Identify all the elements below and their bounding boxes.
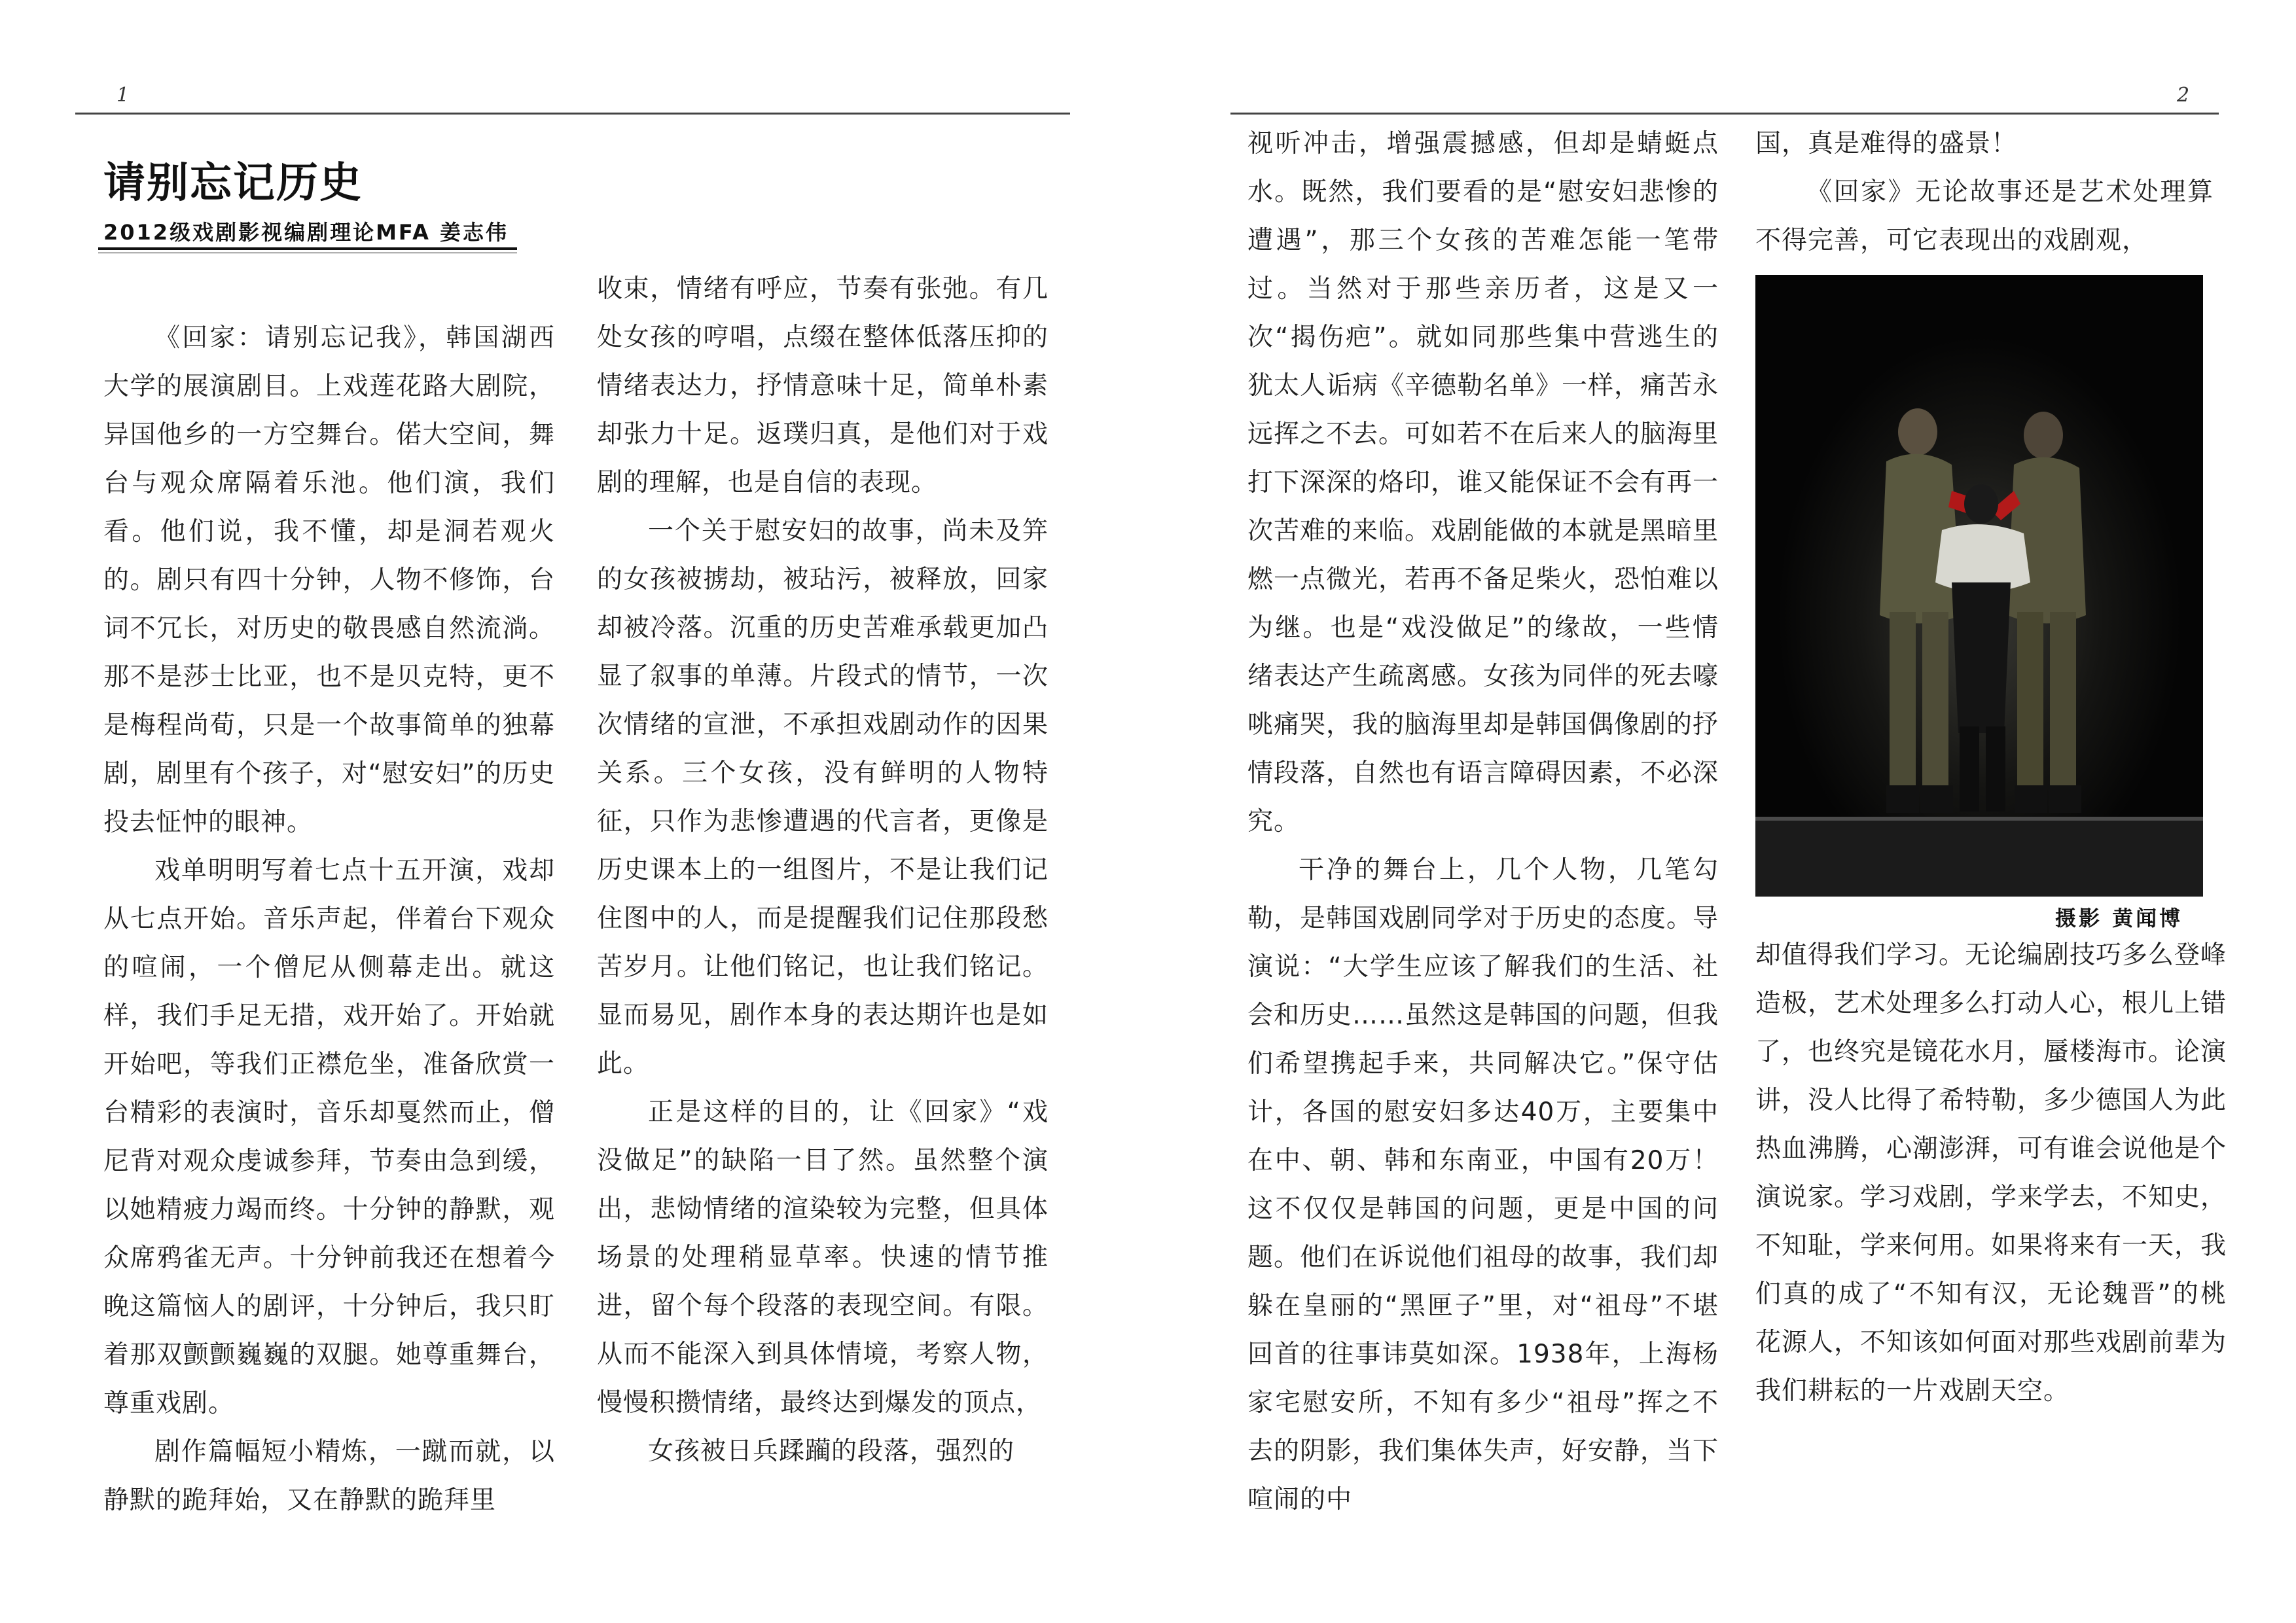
- paragraph: 剧作篇幅短小精炼，一蹴而就，以静默的跪拜始，又在静默的跪拜里: [103, 1437, 555, 1515]
- text-column-2: [597, 265, 1049, 1538]
- title-rule: [98, 247, 517, 250]
- article-title: 请别忘记历史: [103, 159, 363, 207]
- paragraph: 视听冲击，增强震撼感，但却是蜻蜓点水。既然，我们要看的是“慰安妇悲惨的遭遇”，那三个女孩的苦难怎能一笔带过。当然对于那些亲历者，这是又一次“揭伤疤”。就如同那些集中营逃生的犹太人诟病《辛德勒名单》一样，痛苦永远挥之不去。可如若不在后来人的脑海里打下深深的烙印，谁又能保证不会有再一次苦难的来临。戏剧能做的本就是黑暗里燃一点微光，若再不备足柴火，恐怕难以为继。也是“戏没做足”的缘故，一些情绪表达产生疏离感。女孩为同伴的死去嚎咷痛哭，我的脑海里却是韩国偶像剧的抒情段落，自然也有语言障碍因素，不必深究。: [1247, 129, 1719, 836]
- paragraph: 收束，情绪有呼应，节奏有张弛。有几处女孩的哼唱，点缀在整体低落压抑的情绪表达力，抒情意味十足，简单朴素却张力十足。返璞归真，是他们对于戏剧的理解，也是自信的表现。: [597, 274, 1049, 497]
- stage-photo: [1755, 275, 2203, 897]
- text-column-4-bottom: [1755, 931, 2227, 1520]
- paragraph: 国，真是难得的盛景！: [1755, 129, 2018, 158]
- paragraph: 女孩被日兵蹂躏的段落，强烈的: [648, 1436, 1015, 1466]
- paragraph: 《回家：请别忘记我》，韩国湖西大学的展演剧目。上戏莲花路大剧院，异国他乡的一方空舞台。偌大空间，舞台与观众席隔着乐池。他们演，我们看。他们说，我不懂，却是洞若观火的。剧只有四十分钟，人物不修饰，台词不冗长，对历史的敬畏感自然流淌。那不是莎士比亚，也不是贝克特，更不是梅程尚荀，只是一个故事简单的独幕剧，剧里有个孩子，对“慰安妇”的历史投去怔忡的眼神。: [103, 323, 555, 837]
- paragraph: 正是这样的目的，让《回家》“戏没做足”的缺陷一目了然。虽然整个演出，悲恸情绪的渲染较为完整，但具体场景的处理稍显草率。快速的情节推进，留个每个段落的表现空间。有限。从而不能深入到具体情境，考察人物，慢慢积攒情绪，最终达到爆发的顶点，: [597, 1097, 1049, 1418]
- stage-photo-icon: [1755, 275, 2203, 897]
- page-number-left: 1: [117, 84, 130, 107]
- page-number-right: 2: [2177, 84, 2190, 107]
- paragraph: 戏单明明写着七点十五开演，戏却从七点开始。音乐声起，伴着台下观众的喧闹，一个僧尼从侧幕走出。就这样，我们手足无措，戏开始了。开始就开始吧，等我们正襟危坐，准备欣赏一台精彩的表演时，音乐却戛然而止，僧尼背对观众虔诚参拜，节奏由急到缓，以她精疲力竭而终。十分钟的静默，观众席鸦雀无声。十分钟前我还在想着今晚这篇恼人的剧评，十分钟后，我只盯着那双颤颤巍巍的双腿。她尊重舞台，尊重戏剧。: [103, 856, 555, 1418]
- text-column-3: [1247, 120, 1719, 1527]
- paragraph: 《回家》无论故事还是艺术处理算不得完善，可它表现出的戏剧观，: [1755, 177, 2214, 255]
- text-column-1: [103, 314, 555, 1538]
- paragraph: 却值得我们学习。无论编剧技巧多么登峰造极，艺术处理多么打动人心，根儿上错了，也终究是镜花水月，蜃楼海市。论演讲，没人比得了希特勒，多少德国人为此热血沸腾，心潮澎湃，可有谁会说他是个演说家。学习戏剧，学来学去，不知史，不知耻，学来何用。如果将来有一天，我们真的成了“不知有汉，无论魏晋”的桃花源人，不知该如何面对那些戏剧前辈为我们耕耘的一片戏剧天空。: [1755, 940, 2227, 1406]
- paragraph: 干净的舞台上，几个人物，几笔勾勒，是韩国戏剧同学对于历史的态度。导演说：“大学生应该了解我们的生活、社会和历史……虽然这是韩国的问题，但我们希望携起手来，共同解决它。”保守估计，各国的慰安妇多达40万，主要集中在中、朝、韩和东南亚，中国有20万！这不仅仅是韩国的问题，更是中国的问题。他们在诉说他们祖母的故事，我们却躲在皇丽的“黑匣子”里，对“祖母”不堪回首的往事讳莫如深。1938年，上海杨家宅慰安所，不知有多少“祖母”挥之不去的阴影，我们集体失声，好安静，当下喧闹的中: [1247, 855, 1719, 1514]
- photo-caption: 摄影 黄闻博: [2055, 906, 2183, 931]
- header-rule-right: [1230, 113, 2219, 115]
- paragraph: 一个关于慰安妇的故事，尚未及笄的女孩被掳劫，被玷污，被释放，回家却被冷落。沉重的历史苦难承载更加凸显了叙事的单薄。片段式的情节，一次次情绪的宣泄，不承担戏剧动作的因果关系。三个女孩，没有鲜明的人物特征，只作为悲惨遭遇的代言者，更像是历史课本上的一组图片，不是让我们记住图中的人，而是提醒我们记住那段愁苦岁月。让他们铭记，也让我们铭记。显而易见，剧作本身的表达期许也是如此。: [597, 516, 1049, 1079]
- header-rule-left: [75, 113, 1070, 115]
- article-byline: 2012级戏剧影视编剧理论MFA 姜志伟: [103, 220, 509, 245]
- text-column-4-top: [1755, 120, 2214, 267]
